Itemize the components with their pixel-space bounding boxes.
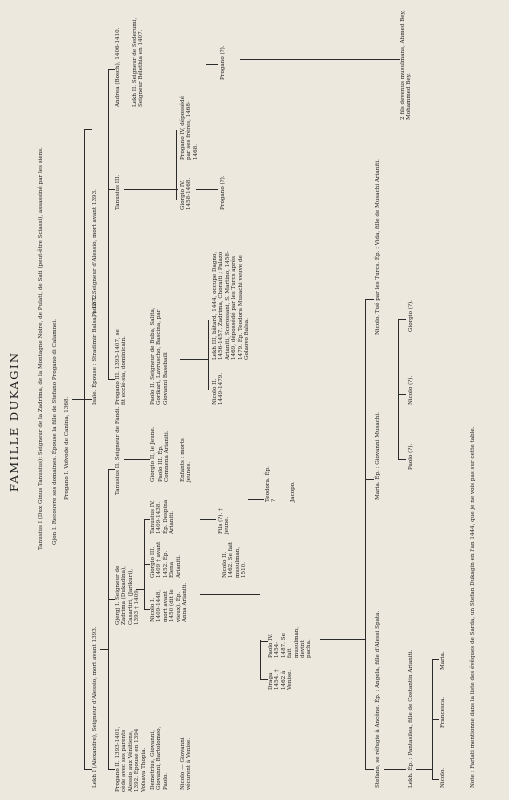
connector — [260, 679, 268, 680]
connector — [398, 320, 399, 460]
nicolo-q-entry: Nicolo (?). — [408, 375, 414, 405]
maria-child-entry: Maria. — [440, 651, 446, 670]
connector — [416, 769, 432, 770]
draga-entry: Draga 1454. † 1462 à Venise. — [268, 669, 294, 690]
connector — [136, 589, 144, 590]
connector — [108, 469, 115, 470]
lekh-ii-entry: Lekh II. Seigneur de Sederumi, Seigneur Bélethia en 1407. — [132, 17, 145, 107]
footnote: Note : Farlati mentionne dans la liste des évêques de Sarda, un Stefan Dukagin en l'an 1444, que je ne vois pas sur cette table. — [470, 426, 476, 788]
progano-q2-entry: Progano (?). — [220, 45, 226, 80]
connector — [84, 769, 92, 770]
connector — [365, 300, 366, 770]
tanusius-ii-entry: Tanusius II. Seigneur de Fandi. — [115, 406, 121, 495]
tanusius-iv-entry: Tanusius IV. 1409-1438. Ép. Despina Arianiti. — [150, 499, 176, 534]
connector — [320, 639, 365, 640]
connector — [108, 70, 109, 380]
connector — [124, 459, 150, 460]
connector — [84, 129, 92, 130]
paolo-iii-entry: Paolo III. Ép. Comnena Arianiti. — [158, 430, 171, 482]
connector — [124, 189, 178, 190]
progano-iv-entry: Progano IV, dépossédé par ses frères, 1468-1468. — [180, 95, 199, 160]
tanusius-iii-entry: Tanusius III. — [115, 174, 121, 210]
connector — [108, 189, 115, 190]
connector — [200, 594, 260, 595]
nicolo-giovanni-entry: Nicolo — Giovanni vécurent à Venise. — [180, 737, 193, 790]
connector — [144, 609, 150, 610]
connector — [84, 130, 85, 770]
connector — [384, 769, 406, 770]
connector — [240, 59, 400, 60]
connector — [432, 660, 433, 780]
connector — [208, 320, 209, 390]
giorgio-q-entry: Giorgio (?). — [408, 300, 414, 332]
jacopo-entry: Jacopo. — [290, 481, 296, 502]
demetrius-entry: Demetrius, Giovanni, Giovanni, Bartolomeo, Paolo. — [150, 726, 169, 790]
connector — [84, 399, 92, 400]
connector — [365, 299, 374, 300]
connector — [432, 719, 439, 720]
nicolo-child-entry: Nicolo. — [440, 767, 446, 788]
nicolo-i-entry: Nicolo I. 1409-1448, mort avant 1450 (dit le vieux). Ép. Anna Arianiti. — [150, 582, 189, 622]
connector — [432, 779, 439, 780]
connector — [108, 599, 115, 600]
maria-musachi-entry: Maria. Ép. : Giovanni Musachi. — [375, 411, 381, 500]
paolo-q-entry: Paolo (?). — [408, 443, 414, 470]
connector — [260, 641, 268, 642]
teodora-entry: Teodora. Ép. ? — [265, 466, 278, 502]
progano-iii-entry: Progano III. 1393-1407, se fit ecclé-sia, dominicain. — [115, 329, 128, 405]
lekh-pantasilea-entry: Lekh. Ép. : Pantasilea, fille de Costantin Arianiti. — [408, 649, 414, 788]
connector — [180, 359, 208, 360]
connector — [144, 564, 150, 565]
connector — [206, 64, 218, 65]
connector — [176, 130, 177, 200]
connector — [108, 379, 115, 380]
progano-i-entry: Progano I. Voïvode de Canina, 1368. — [64, 396, 70, 500]
connector — [72, 399, 84, 400]
lekh-iii-entry: Lekh III, bâtard, 1444, occupe Dagno, 1456-1457. Zadrima, Choraiti ; Palazo Arianiti, Scorossani, S. Martino, 1458-1469, dépossédé par les Turcs après 1479. Ép. Teodora Musachi veuve de Golaovo Balsa. — [212, 251, 251, 360]
connector — [196, 189, 218, 190]
connector — [365, 769, 374, 770]
andrea-entry: Andrea (Bosch), 1406-1410. — [115, 27, 121, 107]
tanusius-i-entry: Tanusius I (Dux Ginus Tanusius): Seigneur de la Zadrima, de la Montagne Noire, de Pulati, de Sati (peut-être Sciassi), assassiné par les siens. — [38, 147, 44, 550]
giorgio-iii-entry: Giorgio III. 1409 † avant 1452. Ép. Elena Arianiti. — [150, 541, 182, 578]
connector — [200, 519, 216, 520]
gjergj-i-entry: Gjergj I. Seigneur de Zadrima (Dukadina), Casartiri, (Jarikuri), 1393 † 1409. — [115, 565, 141, 625]
gjon-i-entry: Gjon I. Recouvre ses domaines. Épouse la fille de Stefano Progano di Calamnei. — [52, 318, 58, 545]
paolo-i-entry: Paolo I. Seigneur d'Alessio, mort avant 1393. — [92, 189, 98, 317]
connector — [144, 519, 150, 520]
enfants-entry: Enfants : morts jeunes. — [180, 438, 193, 482]
page-title: FAMILLE DUKAGIN — [7, 351, 21, 492]
lekh-i-entry: Lekh I (Alexandre), Seigneur d'Alessio, mort avant 1393. — [92, 626, 98, 788]
giorgio-ii-entry: Giorgio II, le Jeune. — [150, 426, 156, 482]
connector — [398, 459, 406, 460]
stefano-entry: Stefano, se réfugie à Ancône. Ép. : Angela, fille d'Alessi Spata. — [375, 610, 381, 788]
paolo-ii-entry: Paolo II. Seigneur de Buba, Salita, Gorikari, Lavruscho, Bascina, par Giovanni Basebaili — [150, 307, 169, 405]
connector — [365, 479, 374, 480]
connector — [260, 640, 261, 680]
connector — [432, 659, 439, 660]
progano-ii-entry: Progano II. 1393-1401, cède avec ses parents Alessio aux Vénitiens, 1392. Épouse en 1394 Voïsava Thopia. — [115, 726, 147, 792]
connector — [398, 394, 406, 395]
connector — [100, 649, 108, 650]
connector — [398, 319, 406, 320]
connector — [108, 69, 115, 70]
progano-q1-entry: Progano (?). — [220, 175, 226, 210]
fils-entry: Fils (?). † jeune. — [218, 508, 231, 534]
nicolo-ii-muslim-entry: Nicolo II. 1462. Se fait musulman, 1510. — [222, 541, 248, 578]
connector — [144, 520, 145, 610]
paolo-iv-entry: Paolo IV. 1454-1487. Se fait musulman, devint pacha. — [268, 626, 313, 658]
connector — [108, 470, 109, 770]
nicolo-ii-entry: Nicolo II. 1449-1479. — [212, 372, 225, 405]
nicolo-tue-entry: Nicolo. Tué par les Turcs. Ép. : Vida, fille de Musachi Arianiti. — [375, 159, 381, 335]
connector — [108, 769, 115, 770]
connector — [248, 499, 264, 500]
francesca-entry: Francesca. — [440, 696, 446, 728]
isaie-entry: Isaïe. Épouse : Stradimir Balsa, † 1372. — [92, 293, 98, 405]
ottoman-sons-entry: 2 fils devenus musulmans, Ahmed Bey, Mohammed Bey. — [400, 10, 413, 120]
giorgio-iv-entry: Giorgio IV. 1458-1468. — [180, 177, 193, 210]
